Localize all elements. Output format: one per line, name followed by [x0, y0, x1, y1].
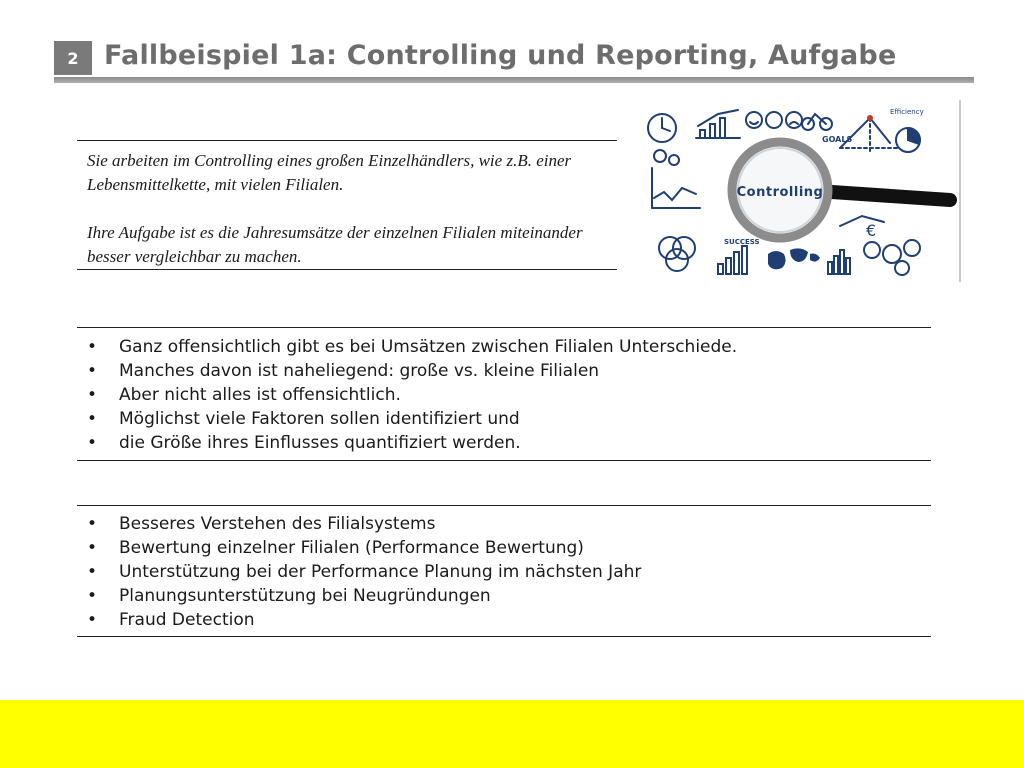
chart-icon: [696, 110, 740, 138]
factors-list: [77, 327, 931, 461]
list-item: • Planungsunterstützung bei Neugründungen: [77, 584, 931, 608]
list-item: • Manches davon ist naheliegend: große vs. kleine Filialen: [77, 359, 931, 383]
smiley-icon: [746, 112, 802, 128]
goals-diagram-icon: [840, 115, 900, 153]
slide-number-badge: 2: [54, 41, 92, 75]
venn-diagram-icon: [659, 237, 695, 271]
success-label: SUCCESS: [724, 238, 760, 246]
intro-paragraph-1: Sie arbeiten im Controlling eines großen Einzelhändlers, wie z.B. einer Lebensmittelkette, mit vielen Filialen.: [87, 151, 572, 194]
pie-chart-icon: [896, 128, 920, 152]
list-item: • Aber nicht alles ist offensichtlich.: [77, 383, 931, 407]
gears-left-icon: [654, 150, 679, 165]
list-item: • Möglichst viele Faktoren sollen identifiziert und: [77, 407, 931, 431]
efficiency-label: Efficiency: [890, 108, 924, 116]
intro-paragraph-2: Ihre Aufgabe ist es die Jahresumsätze der einzelnen Filialen miteinander besser vergleichbar zu machen.: [87, 223, 583, 266]
controlling-lens-label: Controlling: [736, 185, 824, 200]
list-item: • die Größe ihres Einflusses quantifiziert werden.: [77, 431, 931, 455]
line-chart-icon: [652, 168, 700, 208]
list-item: • Unterstützung bei der Performance Planung im nächsten Jahr: [77, 560, 931, 584]
world-map-icon: [768, 248, 820, 269]
success-chart-icon: [718, 246, 747, 274]
intro-text-box: [77, 140, 617, 270]
list-item: • Ganz offensichtlich gibt es bei Umsätzen zwischen Filialen Unterschiede.: [77, 335, 931, 359]
gears-icon: [864, 240, 920, 275]
list-item: • Fraud Detection: [77, 608, 931, 632]
clock-icon: [648, 114, 676, 142]
goals-label: GOALS: [822, 135, 853, 144]
slide-title: Fallbeispiel 1a: Controlling und Reporting, Aufgabe: [104, 40, 897, 71]
goals-list: [77, 505, 931, 637]
list-item: • Bewertung einzelner Filialen (Performance Bewertung): [77, 536, 931, 560]
list-item: • Besseres Verstehen des Filialsystems: [77, 512, 931, 536]
bicycle-icon: [802, 114, 832, 130]
svg-text:€: €: [866, 221, 877, 240]
illustration-side-rule: [959, 100, 961, 282]
controlling-illustration: [640, 98, 960, 282]
title-underline: [54, 77, 974, 83]
currency-icon: [840, 216, 884, 240]
footer-bar: [0, 700, 1024, 768]
bar-chart-right-icon: [828, 250, 850, 274]
